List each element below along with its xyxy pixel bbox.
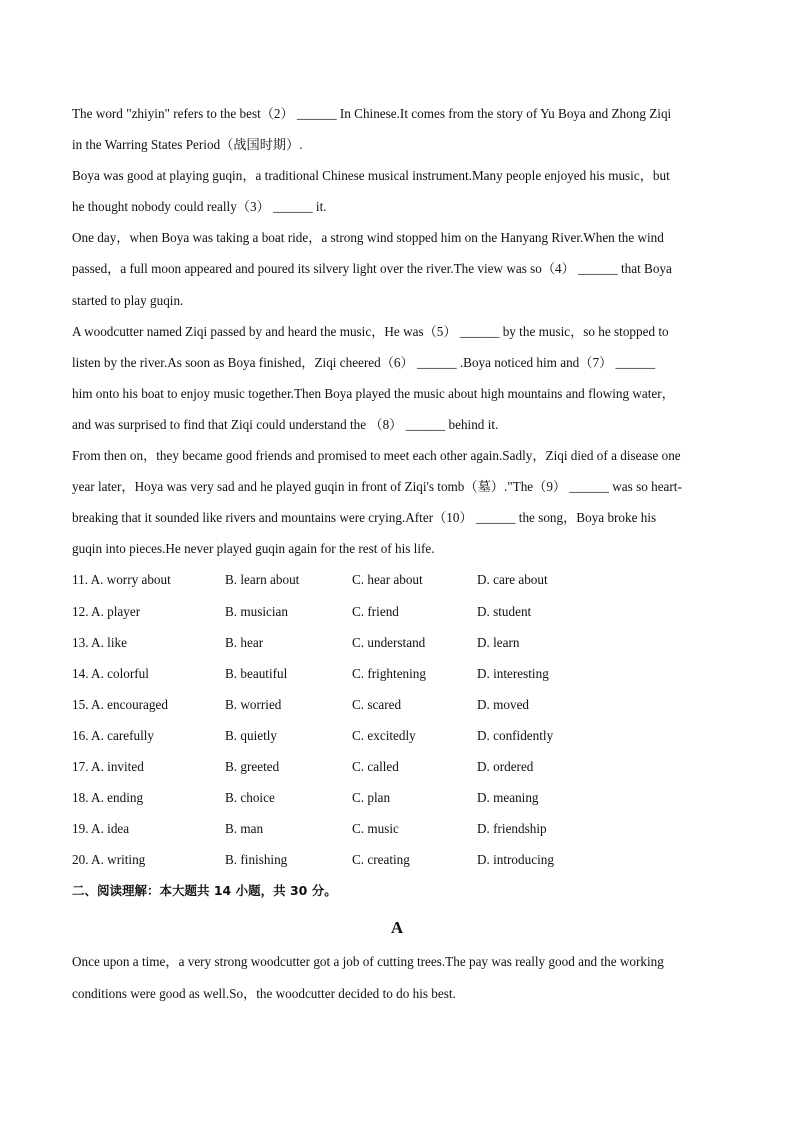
passage-line: Boya was good at playing guqin，a traditional Chinese musical instrument.Many people enjoyed his music，but [72,168,670,184]
passage-line: in the Warring States Period（战国时期）. [72,137,303,153]
option-row-18 [72,782,722,813]
option-b: B. man [225,821,264,837]
passage-line: One day，when Boya was taking a boat ride，a strong wind stopped him on the Hanyang River.When the wind [72,230,664,246]
option-b: B. worried [225,696,282,712]
option-d: D. meaning [477,790,539,806]
option-b: B. hear [225,634,264,650]
option-d: D. moved [477,696,530,712]
option-c: C. understand [352,634,426,650]
answer-options [72,564,722,875]
option-a: 20. A. writing [72,852,146,868]
reading-line: conditions were good as well.So，the woodcutter decided to do his best. [72,985,456,1001]
option-a: 17. A. invited [72,758,144,774]
option-c: C. scared [352,696,402,712]
option-c: C. creating [352,852,410,868]
option-b: B. musician [225,603,289,619]
option-a: 15. A. encouraged [72,696,168,712]
option-c: C. music [352,821,399,837]
option-d: D. student [477,603,532,619]
passage-line: guqin into pieces.He never played guqin again for the rest of his life. [72,541,435,557]
option-a: 16. A. carefully [72,727,155,743]
passage-line: him onto his boat to enjoy music together.Then Boya played the music about high mountains and flowing water， [72,385,675,401]
option-b: B. quietly [225,727,278,743]
option-row-19 [72,813,722,844]
option-row-17 [72,751,722,782]
passage-line: breaking that it sounded like rivers and mountains were crying.After（10） ______ the song，Boya broke his [72,510,657,526]
option-c: C. frightening [352,665,426,681]
option-a: 11. A. worry about [72,572,171,588]
option-row-14 [72,658,722,689]
option-c: C. hear about [352,572,423,588]
option-c: C. plan [352,790,391,806]
option-d: D. care about [477,572,548,588]
part-title: A [390,918,404,938]
option-d: D. introducing [477,852,554,868]
passage-line: he thought nobody could really（3） ______ it. [72,199,327,215]
option-row-13 [72,627,722,658]
exam-page [72,98,722,1009]
option-d: D. interesting [477,665,549,681]
option-a: 14. A. colorful [72,665,149,681]
option-d: D. ordered [477,758,534,774]
passage-line: listen by the river.As soon as Boya finished，Ziqi cheered（6） ______ .Boya noticed him and（7） ______ [72,354,656,370]
passage-line: passed，a full moon appeared and poured its silvery light over the river.The view was so（4） ______ that Boya [72,261,672,277]
option-row-12 [72,596,722,627]
option-c: C. called [352,758,399,774]
option-a: 18. A. ending [72,790,144,806]
passage-line: A woodcutter named Ziqi passed by and heard the music，He was（5） ______ by the music，so he stopped to [72,323,669,339]
option-c: C. friend [352,603,399,619]
option-d: D. friendship [477,821,547,837]
option-c: C. excitedly [352,727,416,743]
option-d: D. learn [477,634,520,650]
option-row-15 [72,689,722,720]
option-row-16 [72,720,722,751]
section-heading: 二、阅读理解：本大题共 14 小题，共 30 分。 [72,883,337,899]
option-a: 13. A. like [72,634,127,650]
option-b: B. learn about [225,572,300,588]
passage-line: year later，Hoya was very sad and he played guqin in front of Ziqi's tomb（墓）."The（9） ______ was so heart- [72,479,682,495]
option-a: 12. A. player [72,603,141,619]
option-b: B. choice [225,790,275,806]
passage-line: and was surprised to find that Ziqi could understand the （8） ______ behind it. [72,416,499,432]
option-row-20 [72,844,722,875]
option-d: D. confidently [477,727,554,743]
passage-line: The word "zhiyin" refers to the best（2） ______ In Chinese.It comes from the story of Yu Boya and Zhong Ziqi [72,106,672,121]
passage-line: From then on，they became good friends and promised to meet each other again.Sadly，Ziqi died of a disease one [72,448,681,464]
reading-passage [72,946,722,1008]
reading-line: Once upon a time，a very strong woodcutter got a job of cutting trees.The pay was really good and the working [72,954,664,970]
cloze-passage [72,98,722,564]
option-b: B. greeted [225,758,280,774]
option-b: B. beautiful [225,665,288,681]
option-a: 19. A. idea [72,821,130,837]
option-row-11 [72,564,722,595]
option-b: B. finishing [225,852,288,868]
passage-line: started to play guqin. [72,292,184,308]
